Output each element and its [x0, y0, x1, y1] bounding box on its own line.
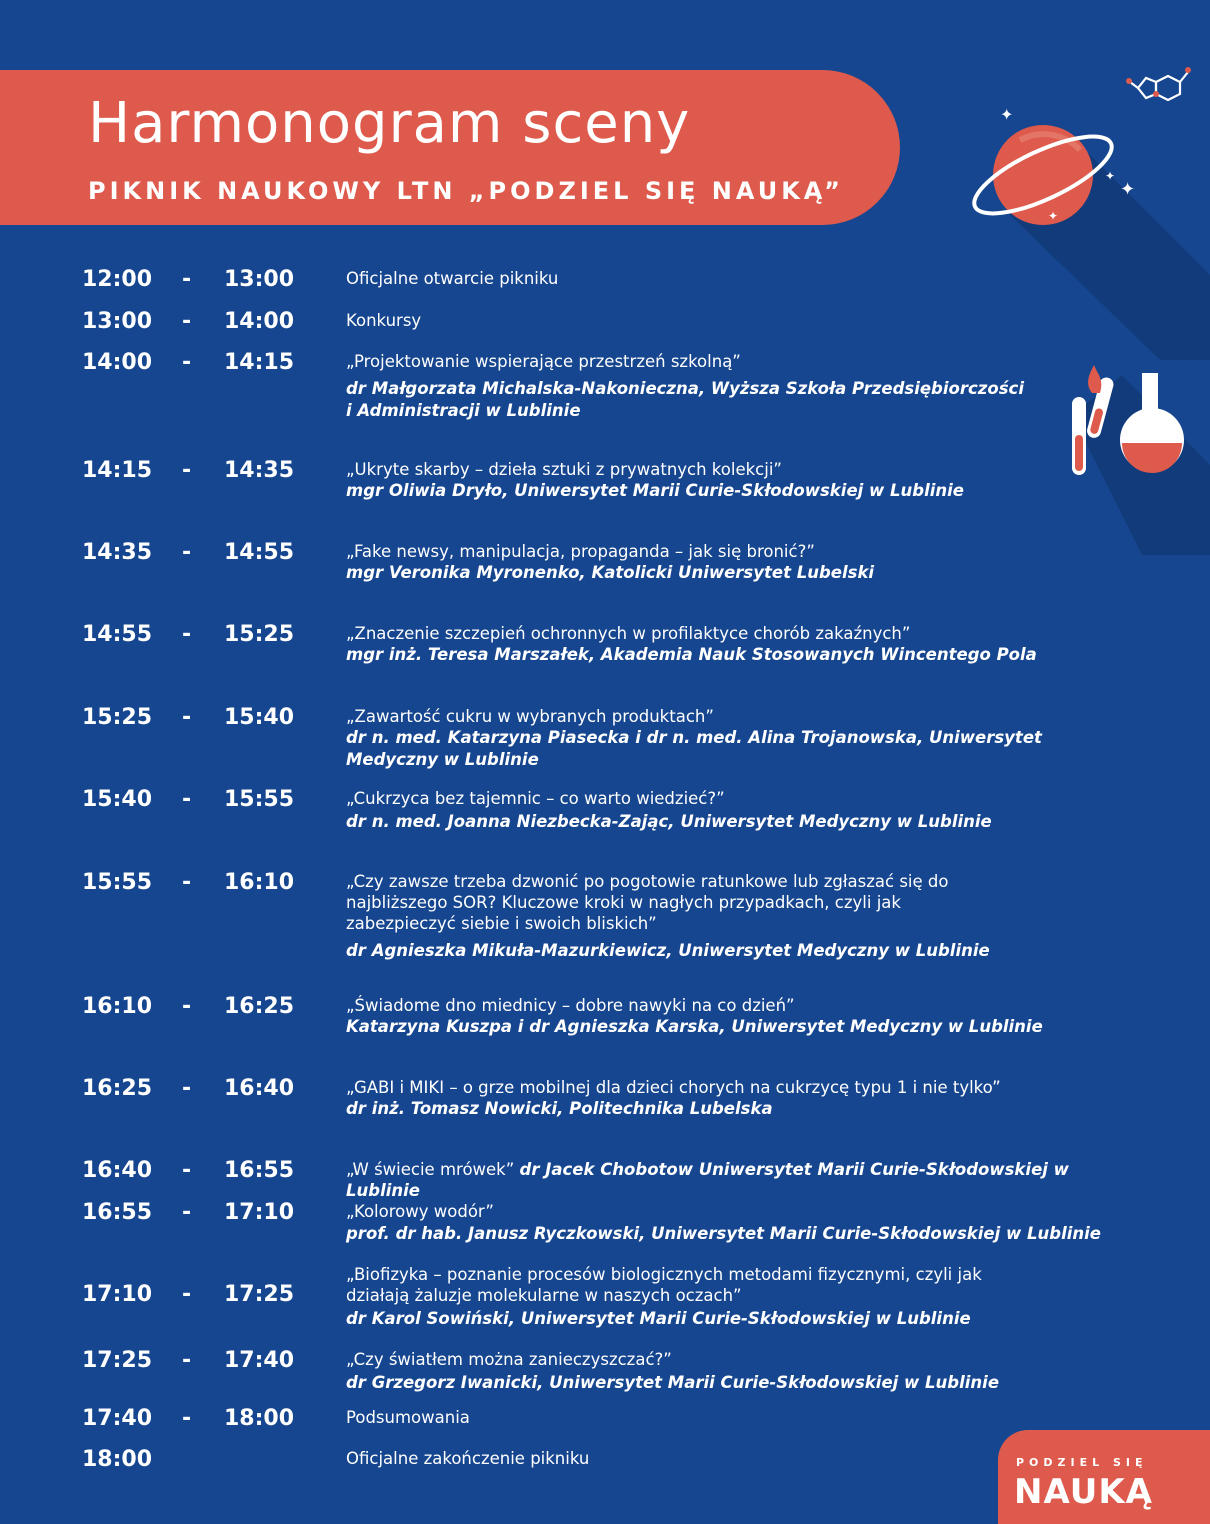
end-time: 17:25 [224, 1282, 295, 1307]
event-title: „Fake newsy, manipulacja, propaganda – jak się bronić?” [346, 542, 815, 561]
event-title: „GABI i MIKI – o grze mobilnej dla dzieci chorych na cukrzycę typu 1 i nie tylko” [346, 1078, 1001, 1097]
start-time: 16:55 [82, 1200, 153, 1225]
time-separator: - [182, 1200, 192, 1225]
event-speaker: dr Grzegorz Iwanicki, Uniwersytet Marii Curie-Skłodowskiej w Lublinie [346, 1373, 1000, 1392]
end-time: 15:40 [224, 705, 295, 730]
page-title: Harmonogram sceny [88, 91, 691, 156]
time-separator: - [182, 870, 192, 895]
start-time: 14:55 [82, 622, 153, 647]
event-title: „Świadome dno miednicy – dobre nawyki na co dzień” [346, 996, 795, 1015]
time-separator: - [182, 309, 192, 334]
event-speaker: dr inż. Tomasz Nowicki, Politechnika Lubelska [346, 1099, 773, 1118]
end-time: 16:55 [224, 1158, 295, 1183]
svg-text:✦: ✦ [1105, 169, 1116, 183]
end-time: 14:35 [224, 458, 295, 483]
time-separator: - [182, 1282, 192, 1307]
event-speaker: dr n. med. Joanna Niezbecka-Zając, Uniwersytet Medyczny w Lublinie [346, 812, 992, 831]
end-time: 13:00 [224, 267, 295, 292]
event-title: „Biofizyka – poznanie procesów biologicznych metodami fizycznymi, czyli jak działają żaluzje molekularne w naszych oczach” [346, 1265, 982, 1305]
time-separator: - [182, 1348, 192, 1373]
time-separator: - [182, 622, 192, 647]
start-time: 15:25 [82, 705, 153, 730]
end-time: 14:55 [224, 540, 295, 565]
event-title: „Czy zawsze trzeba dzwonić po pogotowie ratunkowe lub zgłaszać się do najbliższego SOR? Kluczowe kroki w nagłych przypadkach, czyli jak zabezpieczyć siebie i swoich bliskich” [346, 872, 949, 933]
svg-text:✦: ✦ [1000, 105, 1014, 124]
end-time: 15:55 [224, 787, 295, 812]
start-time: 18:00 [82, 1447, 153, 1472]
event-title: „Cukrzyca bez tajemnic – co warto wiedzieć?” [346, 789, 725, 808]
end-time: 16:25 [224, 994, 295, 1019]
start-time: 17:40 [82, 1406, 153, 1431]
start-time: 15:40 [82, 787, 153, 812]
time-separator: - [182, 540, 192, 565]
logo-main-text: NAUKĄ [1014, 1472, 1153, 1512]
event-title: „Kolorowy wodór” [346, 1202, 494, 1221]
event-title: Konkursy [346, 311, 422, 330]
end-time: 16:10 [224, 870, 295, 895]
start-time: 17:10 [82, 1282, 153, 1307]
time-separator: - [182, 787, 192, 812]
svg-text:✦: ✦ [1120, 179, 1136, 200]
logo-top-text: PODZIEL SIĘ [1016, 1456, 1148, 1469]
end-time: 17:10 [224, 1200, 295, 1225]
event-title: „Znaczenie szczepień ochronnych w profilaktyce chorób zakaźnych” [346, 624, 911, 643]
time-separator: - [182, 350, 192, 375]
time-separator: - [182, 1158, 192, 1183]
start-time: 14:15 [82, 458, 153, 483]
event-speaker: dr Jacek Chobotow Uniwersytet Marii Curie-Skłodowskiej w Lublinie [346, 1160, 1069, 1200]
page-subtitle: PIKNIK NAUKOWY LTN „PODZIEL SIĘ NAUKĄ” [88, 177, 844, 205]
event-speaker: mgr Veronika Myronenko, Katolicki Uniwersytet Lubelski [346, 563, 875, 582]
event-title: „Czy światłem można zanieczyszczać?” [346, 1350, 672, 1369]
time-separator: - [182, 458, 192, 483]
start-time: 17:25 [82, 1348, 153, 1373]
event-speaker: Katarzyna Kuszpa i dr Agnieszka Karska, Uniwersytet Medyczny w Lublinie [346, 1017, 1043, 1036]
event-title: „Ukryte skarby – dzieła sztuki z prywatnych kolekcji” [346, 460, 782, 479]
event-title: „Zawartość cukru w wybranych produktach” [346, 707, 714, 726]
end-time: 17:40 [224, 1348, 295, 1373]
start-time: 16:10 [82, 994, 153, 1019]
start-time: 13:00 [82, 309, 153, 334]
event-title: Podsumowania [346, 1408, 470, 1427]
end-time: 14:00 [224, 309, 295, 334]
event-speaker: prof. dr hab. Janusz Ryczkowski, Uniwersytet Marii Curie-Skłodowskiej w Lublinie [346, 1224, 1101, 1243]
start-time: 16:40 [82, 1158, 153, 1183]
time-separator: - [182, 994, 192, 1019]
start-time: 14:00 [82, 350, 153, 375]
start-time: 15:55 [82, 870, 153, 895]
end-time: 15:25 [224, 622, 295, 647]
start-time: 12:00 [82, 267, 153, 292]
event-title: „W świecie mrówek” [346, 1160, 515, 1179]
event-speaker: dr Agnieszka Mikuła-Mazurkiewicz, Uniwersytet Medyczny w Lublinie [346, 941, 990, 960]
event-speaker: dr n. med. Katarzyna Piasecka i dr n. med. Alina Trojanowska, Uniwersytet Medyczny w Lublinie [346, 728, 1042, 769]
start-time: 16:25 [82, 1076, 153, 1101]
svg-text:✦: ✦ [1048, 209, 1059, 223]
event-speaker: dr Karol Sowiński, Uniwersytet Marii Curie-Skłodowskiej w Lublinie [346, 1309, 971, 1328]
time-separator: - [182, 267, 192, 292]
event-speaker: mgr inż. Teresa Marszałek, Akademia Nauk Stosowanych Wincentego Pola [346, 645, 1037, 664]
event-title: Oficjalne zakończenie pikniku [346, 1449, 590, 1468]
end-time: 18:00 [224, 1406, 295, 1431]
end-time: 16:40 [224, 1076, 295, 1101]
time-separator: - [182, 705, 192, 730]
event-title: „Projektowanie wspierające przestrzeń szkolną” [346, 352, 741, 371]
end-time: 14:15 [224, 350, 295, 375]
event-title: Oficjalne otwarcie pikniku [346, 269, 559, 288]
start-time: 14:35 [82, 540, 153, 565]
time-separator: - [182, 1406, 192, 1431]
event-speaker: mgr Oliwia Dryło, Uniwersytet Marii Curie-Skłodowskiej w Lublinie [346, 481, 964, 500]
time-separator: - [182, 1076, 192, 1101]
brand-logo [998, 1430, 1210, 1524]
event-speaker: dr Małgorzata Michalska-Nakonieczna, Wyższa Szkoła Przedsiębiorczości i Administracji w Lublinie [346, 379, 1024, 420]
